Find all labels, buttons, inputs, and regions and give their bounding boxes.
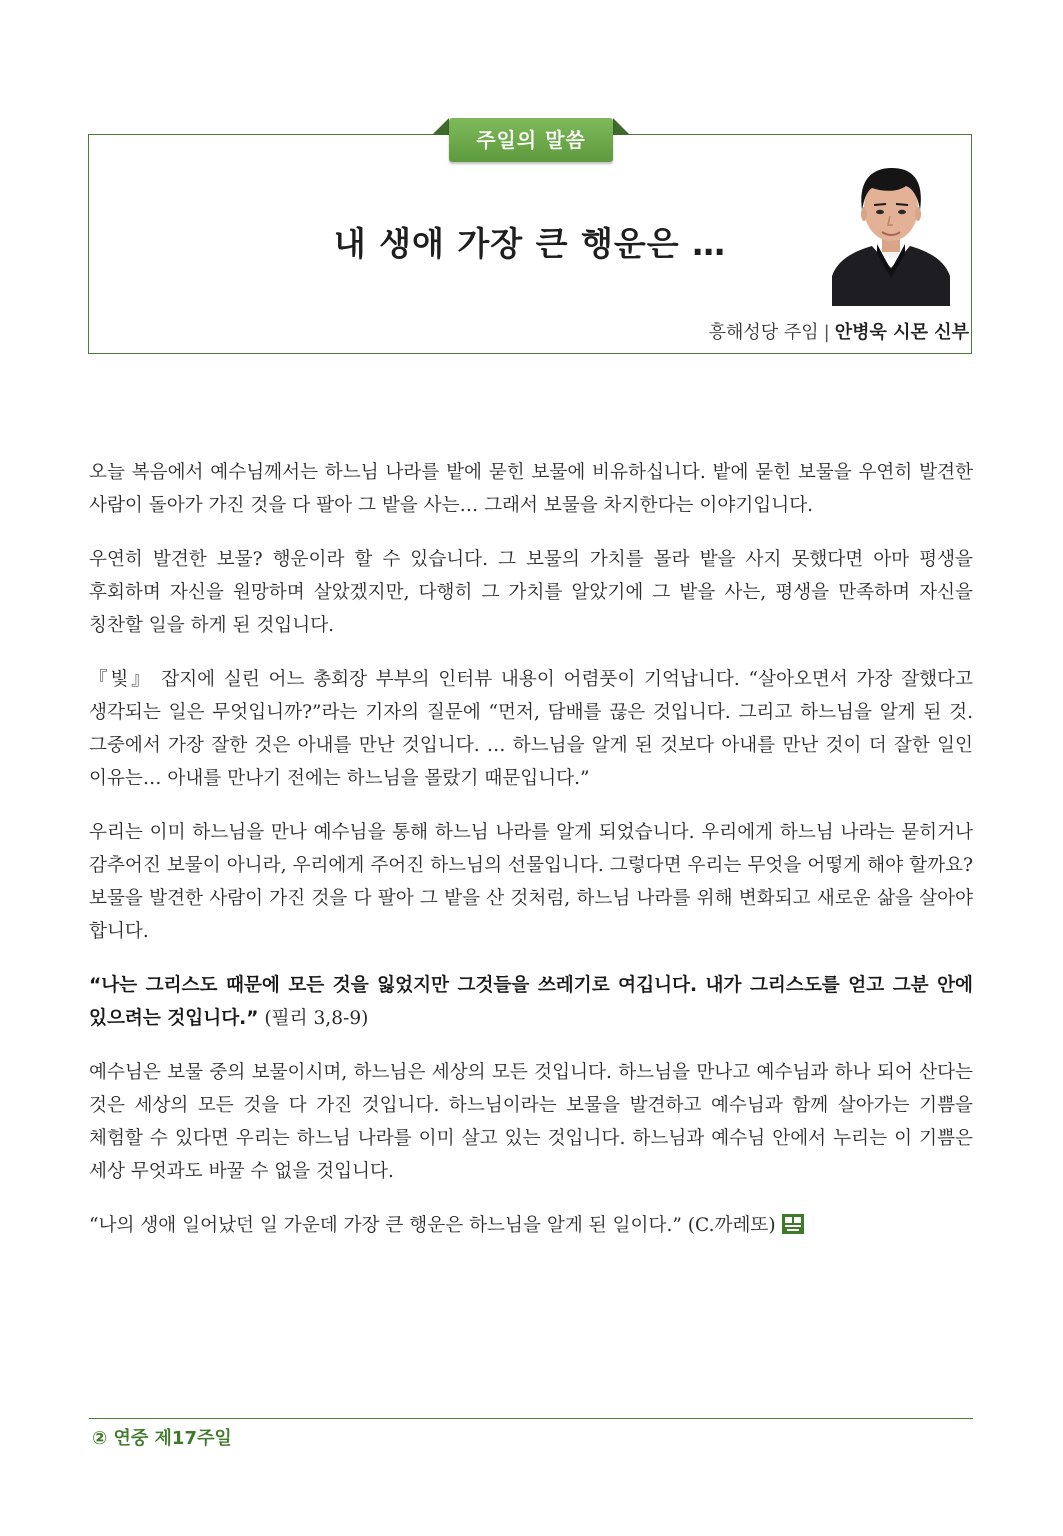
author-photo xyxy=(832,158,950,306)
section-tab xyxy=(432,118,630,162)
author-byline xyxy=(709,318,969,344)
tab-wing-left xyxy=(432,118,449,135)
scripture-quote-text: “나는 그리스도 때문에 모든 것을 잃었지만 그것들을 쓰레기로 여깁니다. 내가 그리스도를 얻고 그분 안에 있으려는 것입니다.” xyxy=(89,975,973,1029)
tab-wing-right xyxy=(613,118,630,135)
paragraph-2: 우연히 발견한 보물? 행운이라 할 수 있습니다. 그 보물의 가치를 몰라 밭을 사지 못했다면 아마 평생을 후회하며 자신을 원망하며 살았겠지만, 다행히 그 가치를 알았기에 그 밭을 사는, 평생을 만족하며 자신을 칭찬할 일을 하게 된 것입니다. xyxy=(89,549,973,636)
article-title: 내 생애 가장 큰 행운은 … xyxy=(333,224,727,263)
scripture-quote xyxy=(89,969,973,1035)
author-role: 흥해성당 주임 xyxy=(708,322,819,343)
scripture-reference: (필리 3,8-9) xyxy=(264,1008,369,1029)
footer-rule xyxy=(89,1418,973,1419)
article-body xyxy=(89,456,973,1263)
byline-separator: | xyxy=(823,322,830,343)
priest-portrait-icon xyxy=(832,158,950,306)
paragraph-6: 예수님은 보물 중의 보물이시며, 하느님은 세상의 모든 것입니다. 하느님을 만나고 예수님과 하나 되어 산다는 것은 세상의 모든 것을 다 가진 것입니다. 하느님이라는 보물을 발견하고 예수님과 함께 살아가는 기쁨을 체험할 수 있다면 우리는 하느님 나라를 이미 살고 있는 것입니다. 하느님과 예수님 안에서 누리는 이 기쁨은 세상 무엇과도 바꿀 수 없을 것입니다. xyxy=(89,1062,973,1182)
paragraph-1: 오늘 복음에서 예수님께서는 하느님 나라를 밭에 묻힌 보물에 비유하십니다. 밭에 묻힌 보물을 우연히 발견한 사람이 돌아가 가진 것을 다 팔아 그 밭을 사는… 그래서 보물을 차지한다는 이야기입니다. xyxy=(89,462,973,516)
paragraph-4: 우리는 이미 하느님을 만나 예수님을 통해 하느님 나라를 알게 되었습니다. 우리에게 하느님 나라는 묻히거나 감추어진 보물이 아니라, 우리에게 주어진 하느님의 선물입니다. 그렇다면 우리는 무엇을 어떻게 해야 할까요? 보물을 발견한 사람이 가진 것을 다 팔아 그 밭을 산 것처럼, 하느님 나라를 위해 변화되고 새로운 삶을 살아야 합니다. xyxy=(89,822,973,942)
author-name: 안병욱 시몬 신부 xyxy=(834,322,969,343)
closing-quote-text: “나의 생애 일어났던 일 가운데 가장 큰 행운은 하느님을 알게 된 일이다.” (C.까레또) xyxy=(89,1215,776,1236)
footer-page-label: ② 연중 제17주일 xyxy=(92,1428,232,1449)
end-mark-icon xyxy=(782,1214,804,1234)
closing-quote xyxy=(89,1209,973,1242)
paragraph-3: 『빛』 잡지에 실린 어느 총회장 부부의 인터뷰 내용이 어렴풋이 기억납니다. “살아오면서 가장 잘했다고 생각되는 일은 무엇입니까?”라는 기자의 질문에 “먼저, 담배를 끊은 것입니다. 그리고 하느님을 알게 된 것. 그중에서 가장 잘한 것은 아내를 만난 것입니다. … 하느님을 알게 된 것보다 아내를 만난 것이 더 잘한 일인 이유는… 아내를 만나기 전에는 하느님을 몰랐기 때문입니다.” xyxy=(89,669,973,789)
section-label: 주일의 말씀 xyxy=(449,118,613,162)
